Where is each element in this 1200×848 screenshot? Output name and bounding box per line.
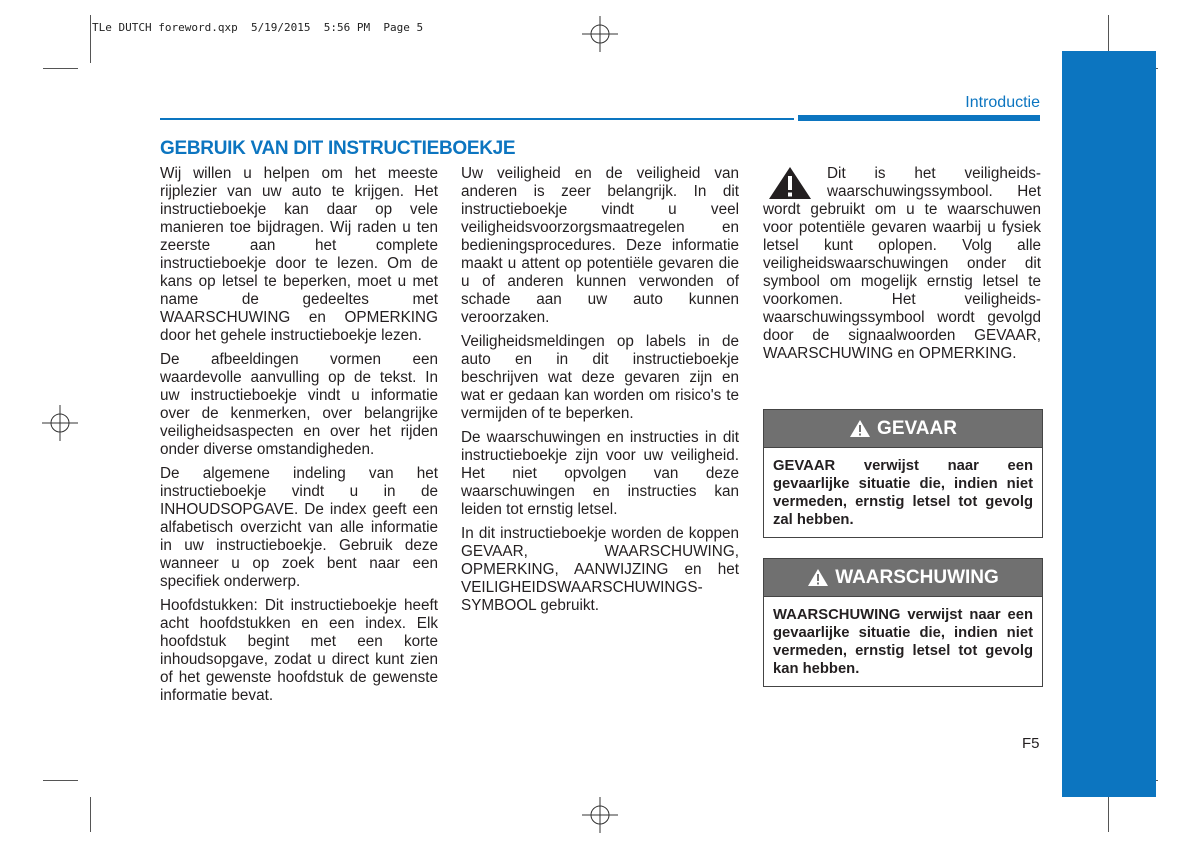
text-column-3 xyxy=(763,165,1041,369)
registration-mark-icon xyxy=(582,797,618,833)
warning-notice xyxy=(763,558,1043,687)
warning-triangle-icon xyxy=(849,419,871,438)
paragraph: De waarschuwingen en instructies in dit instructieboekje zijn voor uw veiligheid. Het niet opvolgen van deze waarschuwingen en instructies kan leiden tot ernstig letsel. xyxy=(461,429,739,518)
paragraph: Uw veiligheid en de veiligheid van anderen is zeer belangrijk. In dit instructieboekje vindt u veel veiligheidsvoorzorgsmaatregelen en bedieningsprocedures. Deze informatie maakt u attent op potentiële gevaren die u of anderen kunnen verwonden of schade aan uw auto kunnen veroorzaken. xyxy=(461,165,739,326)
page-title: GEBRUIK VAN DIT INSTRUCTIEBOEKJE xyxy=(160,138,516,159)
danger-notice-label: GEVAAR xyxy=(877,417,957,439)
paragraph: In dit instructieboekje worden de koppen GEVAAR, WAARSCHUWING, OPMERKING, AANWIJZING en het VEILIGHEIDSWAARSCHUWINGS-SYMBOOL gebruikt. xyxy=(461,525,739,614)
paragraph: Veiligheidsmeldingen op labels in de auto en in dit instructieboekje beschrijven wat deze gevaren zijn en wat er gedaan kan worden om risico's te vermijden of te beperken. xyxy=(461,333,739,422)
text-column-1 xyxy=(160,165,438,711)
registration-mark-icon xyxy=(582,16,618,52)
header-rule-accent xyxy=(798,115,1040,121)
paragraph: De algemene indeling van het instructieboekje vindt u in de INHOUDSOPGAVE. De index geeft een alfabetisch overzicht van alle informatie in uw instructieboekje. Gebruik deze wanneer u op zoek bent naar een specifiek onderwerp. xyxy=(160,465,438,590)
paragraph: Wij willen u helpen om het meeste rijplezier van uw auto te krijgen. Het instructieboekje kan daar op vele manieren toe bijdragen. Wij raden u ten zeerste aan het complete instructieboekje door te lezen. Om de kans op letsel te beperken, moet u met name de gedeeltes met WAARSCHUWING en OPMERKING door het gehele instructieboekje lezen. xyxy=(160,165,438,344)
text-column-2 xyxy=(461,165,739,621)
warning-notice-label: WAARSCHUWING xyxy=(835,566,999,588)
crop-mark xyxy=(43,68,78,69)
danger-notice-text: GEVAAR verwijst naar een gevaarlijke situatie die, indien niet vermeden, ernstig letsel tot gevolg zal hebben. xyxy=(773,458,1033,528)
crop-mark xyxy=(43,780,78,781)
registration-mark-icon xyxy=(42,405,78,441)
warning-triangle-icon xyxy=(807,568,829,587)
paragraph: De afbeeldingen vormen een waardevolle aanvulling op de tekst. In uw instructieboekje vindt u informatie over de kenmerken, over belangrijke veiligheidsaspecten en over het rijden onder diverse omstandigheden. xyxy=(160,351,438,458)
warning-triangle-icon xyxy=(767,165,813,201)
crop-mark xyxy=(90,15,91,63)
danger-notice xyxy=(763,409,1043,538)
warning-notice-text: WAARSCHUWING verwijst naar een gevaarlijke situatie die, indien niet vermeden, ernstig letsel tot gevolg kan hebben. xyxy=(773,607,1033,677)
crop-mark xyxy=(1108,797,1109,832)
section-title: Introductie xyxy=(965,94,1040,111)
warning-notice-header xyxy=(764,559,1042,597)
print-slug: TLe DUTCH foreword.qxp 5/19/2015 5:56 PM Page 5 xyxy=(92,21,424,34)
danger-notice-header xyxy=(764,410,1042,448)
page-number: F5 xyxy=(1022,735,1040,752)
header-rule xyxy=(160,118,794,120)
paragraph: Hoofdstukken: Dit instructieboekje heeft acht hoofdstukken en een index. Elk hoofdstuk begint met een korte inhoudsopgave, zodat u direct kunt zien of het gewenste hoofdstuk de gewenste informatie bevat. xyxy=(160,597,438,704)
chapter-tab xyxy=(1062,51,1156,797)
crop-mark xyxy=(90,797,91,832)
safety-symbol-intro: Dit is het veiligheids-waarschuwingssymbool. Het wordt gebruikt om u te waarschuwen voor potentiële gevaren waarbij u fysiek letsel kunt oplopen. Volg alle veiligheidswaarschuwingen onder dit symbool om mogelijk ernstig letsel te voorkomen. Het veiligheids-waarschuwingssymbool wordt gevolgd door de signaalwoorden GEVAAR, WAARSCHUWING en OPMERKING. xyxy=(763,165,1041,362)
